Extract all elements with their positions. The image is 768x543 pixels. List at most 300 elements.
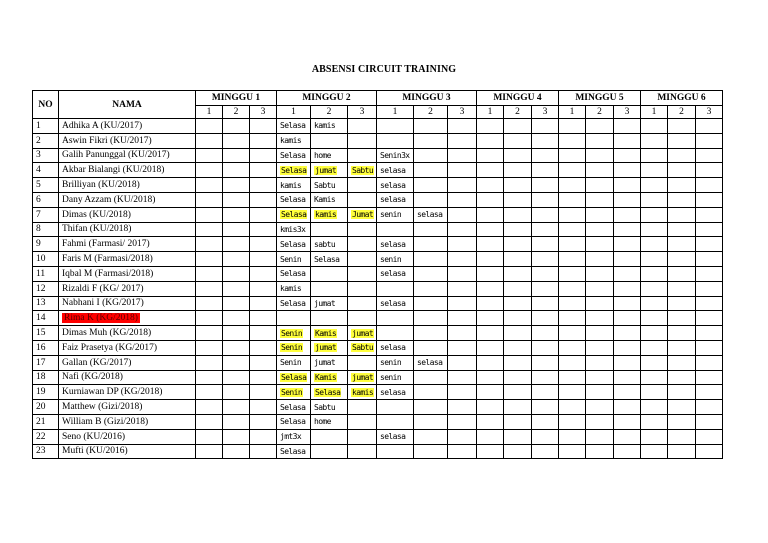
attendance-cell xyxy=(223,400,250,415)
session-header-w4-1: 1 xyxy=(477,106,504,119)
attendance-cell xyxy=(668,178,696,193)
attendance-cell xyxy=(377,355,414,370)
attendance-day: selasa xyxy=(380,180,406,190)
student-name-cell xyxy=(59,370,196,385)
student-name-cell xyxy=(59,326,196,341)
header-week-5: MINGGU 5 xyxy=(559,91,641,106)
attendance-cell xyxy=(414,370,448,385)
attendance-cell xyxy=(532,444,559,459)
attendance-day: Selasa xyxy=(280,239,306,249)
attendance-cell xyxy=(448,252,477,267)
attendance-cell xyxy=(196,207,223,222)
attendance-cell xyxy=(348,340,377,355)
attendance-cell xyxy=(532,400,559,415)
attendance-cell xyxy=(277,222,311,237)
attendance-cell xyxy=(414,326,448,341)
attendance-cell xyxy=(668,385,696,400)
attendance-cell xyxy=(414,252,448,267)
student-name: Nabhani I (KG/2017) xyxy=(62,298,144,309)
attendance-cell xyxy=(348,326,377,341)
attendance-cell xyxy=(586,340,614,355)
attendance-day: senin xyxy=(380,358,402,368)
attendance-cell xyxy=(696,444,723,459)
row-number: 9 xyxy=(33,237,59,252)
row-number: 20 xyxy=(33,400,59,415)
attendance-cell xyxy=(668,237,696,252)
attendance-cell xyxy=(559,355,586,370)
attendance-cell xyxy=(614,414,641,429)
attendance-cell xyxy=(532,385,559,400)
attendance-cell xyxy=(223,163,250,178)
row-number: 1 xyxy=(33,119,59,134)
table-row xyxy=(33,355,723,370)
attendance-cell xyxy=(311,414,348,429)
attendance-day: Senin xyxy=(281,343,303,353)
attendance-cell xyxy=(311,311,348,326)
student-name: Dimas Muh (KG/2018) xyxy=(62,328,152,339)
attendance-day: Sabtu xyxy=(352,165,374,175)
session-header-w2-3: 3 xyxy=(348,106,377,119)
attendance-day: Senin xyxy=(280,254,302,264)
attendance-cell xyxy=(377,281,414,296)
attendance-cell xyxy=(414,119,448,134)
attendance-cell xyxy=(668,119,696,134)
attendance-cell xyxy=(196,237,223,252)
attendance-day: selasa xyxy=(380,387,406,397)
student-name: Nafi (KG/2018) xyxy=(62,372,123,383)
attendance-cell xyxy=(277,148,311,163)
table-row xyxy=(33,119,723,134)
attendance-cell xyxy=(614,444,641,459)
attendance-cell xyxy=(348,429,377,444)
student-name-cell xyxy=(59,266,196,281)
attendance-day: selasa xyxy=(380,239,406,249)
attendance-cell xyxy=(196,222,223,237)
attendance-cell xyxy=(614,133,641,148)
attendance-cell xyxy=(250,414,277,429)
attendance-cell xyxy=(448,355,477,370)
attendance-cell xyxy=(586,207,614,222)
attendance-cell xyxy=(532,133,559,148)
attendance-cell xyxy=(311,119,348,134)
attendance-cell xyxy=(641,178,668,193)
attendance-day: Selasa xyxy=(280,417,306,427)
attendance-cell xyxy=(414,311,448,326)
attendance-cell xyxy=(559,429,586,444)
attendance-cell xyxy=(532,340,559,355)
attendance-cell xyxy=(448,370,477,385)
attendance-cell xyxy=(477,326,504,341)
student-name: Rizaldi F (KG/ 2017) xyxy=(62,283,144,294)
attendance-cell xyxy=(504,414,532,429)
attendance-cell xyxy=(250,266,277,281)
attendance-cell xyxy=(586,326,614,341)
attendance-cell xyxy=(196,163,223,178)
attendance-cell xyxy=(504,296,532,311)
attendance-cell xyxy=(614,178,641,193)
attendance-cell xyxy=(559,148,586,163)
attendance-cell xyxy=(250,192,277,207)
attendance-cell xyxy=(414,296,448,311)
attendance-cell xyxy=(586,296,614,311)
attendance-cell xyxy=(504,207,532,222)
table-row xyxy=(33,414,723,429)
attendance-cell xyxy=(504,133,532,148)
attendance-cell xyxy=(311,296,348,311)
attendance-cell xyxy=(348,400,377,415)
session-header-w1-1: 1 xyxy=(196,106,223,119)
session-header-w6-1: 1 xyxy=(641,106,668,119)
attendance-cell xyxy=(504,222,532,237)
student-name: Iqbal M (Farmasi/2018) xyxy=(62,268,154,279)
attendance-cell xyxy=(196,192,223,207)
student-name: Akbar Bialangi (KU/2018) xyxy=(62,165,165,176)
attendance-cell xyxy=(448,414,477,429)
attendance-cell xyxy=(348,281,377,296)
attendance-cell xyxy=(250,163,277,178)
student-name-cell xyxy=(59,385,196,400)
table-row xyxy=(33,296,723,311)
attendance-cell xyxy=(668,444,696,459)
attendance-cell xyxy=(668,326,696,341)
attendance-cell xyxy=(196,133,223,148)
attendance-cell xyxy=(586,222,614,237)
attendance-day: Selasa xyxy=(281,210,307,220)
attendance-cell xyxy=(504,192,532,207)
attendance-cell xyxy=(559,237,586,252)
attendance-cell xyxy=(277,385,311,400)
attendance-cell xyxy=(559,281,586,296)
table-row xyxy=(33,400,723,415)
attendance-cell xyxy=(614,148,641,163)
row-number: 21 xyxy=(33,414,59,429)
attendance-cell xyxy=(223,148,250,163)
attendance-cell xyxy=(559,340,586,355)
attendance-cell xyxy=(641,281,668,296)
attendance-cell xyxy=(668,252,696,267)
attendance-cell xyxy=(586,148,614,163)
attendance-cell xyxy=(414,340,448,355)
attendance-cell xyxy=(196,178,223,193)
student-name-cell xyxy=(59,222,196,237)
attendance-day: selasa xyxy=(417,358,443,368)
attendance-cell xyxy=(377,444,414,459)
attendance-cell xyxy=(250,207,277,222)
attendance-cell xyxy=(377,207,414,222)
attendance-cell xyxy=(614,311,641,326)
attendance-cell xyxy=(311,370,348,385)
attendance-cell xyxy=(477,281,504,296)
attendance-cell xyxy=(586,133,614,148)
student-name-cell xyxy=(59,163,196,178)
attendance-cell xyxy=(223,266,250,281)
attendance-cell xyxy=(504,281,532,296)
attendance-cell xyxy=(641,355,668,370)
attendance-cell xyxy=(277,340,311,355)
document-title: ABSENSI CIRCUIT TRAINING xyxy=(311,64,457,75)
attendance-cell xyxy=(504,429,532,444)
attendance-cell xyxy=(277,429,311,444)
attendance-cell xyxy=(696,281,723,296)
attendance-cell xyxy=(448,429,477,444)
student-name: Galih Panunggal (KU/2017) xyxy=(62,150,170,161)
attendance-day: Senin xyxy=(280,358,302,368)
attendance-cell xyxy=(250,281,277,296)
attendance-cell xyxy=(448,178,477,193)
attendance-cell xyxy=(504,370,532,385)
attendance-cell xyxy=(348,222,377,237)
attendance-cell xyxy=(223,370,250,385)
attendance-cell xyxy=(641,311,668,326)
row-number: 5 xyxy=(33,178,59,193)
attendance-cell xyxy=(696,252,723,267)
attendance-cell xyxy=(559,400,586,415)
attendance-cell xyxy=(559,266,586,281)
attendance-cell xyxy=(477,133,504,148)
attendance-day: selasa xyxy=(417,210,443,220)
table-row xyxy=(33,281,723,296)
table-row xyxy=(33,385,723,400)
attendance-cell xyxy=(477,340,504,355)
attendance-cell xyxy=(559,207,586,222)
attendance-cell xyxy=(477,119,504,134)
attendance-cell xyxy=(504,326,532,341)
student-name-cell xyxy=(59,178,196,193)
attendance-cell xyxy=(477,385,504,400)
attendance-cell xyxy=(504,385,532,400)
attendance-day: jumat xyxy=(352,372,374,382)
session-header-w1-3: 3 xyxy=(250,106,277,119)
attendance-cell xyxy=(414,266,448,281)
attendance-cell xyxy=(641,340,668,355)
attendance-cell xyxy=(348,355,377,370)
attendance-day: senin xyxy=(380,254,402,264)
attendance-cell xyxy=(414,133,448,148)
attendance-cell xyxy=(641,252,668,267)
student-name: Fahmi (Farmasi/ 2017) xyxy=(62,239,150,250)
attendance-cell xyxy=(311,444,348,459)
attendance-cell xyxy=(250,252,277,267)
attendance-cell xyxy=(641,119,668,134)
attendance-cell xyxy=(448,119,477,134)
attendance-cell xyxy=(586,370,614,385)
attendance-cell xyxy=(614,326,641,341)
attendance-cell xyxy=(696,148,723,163)
attendance-cell xyxy=(223,178,250,193)
attendance-cell xyxy=(250,340,277,355)
attendance-cell xyxy=(614,192,641,207)
row-number: 16 xyxy=(33,340,59,355)
attendance-cell xyxy=(532,237,559,252)
attendance-cell xyxy=(377,370,414,385)
student-name: Brilliyan (KU/2018) xyxy=(62,180,140,191)
attendance-cell xyxy=(586,237,614,252)
table-row xyxy=(33,370,723,385)
attendance-cell xyxy=(559,296,586,311)
attendance-day: Senin xyxy=(281,387,303,397)
attendance-cell xyxy=(311,237,348,252)
attendance-cell xyxy=(311,355,348,370)
attendance-cell xyxy=(448,281,477,296)
attendance-cell xyxy=(377,266,414,281)
attendance-day: Selasa xyxy=(314,254,340,264)
table-row xyxy=(33,163,723,178)
table-row xyxy=(33,311,723,326)
attendance-cell xyxy=(559,133,586,148)
attendance-cell xyxy=(641,385,668,400)
attendance-cell xyxy=(223,444,250,459)
attendance-cell xyxy=(696,326,723,341)
attendance-cell xyxy=(311,326,348,341)
attendance-cell xyxy=(668,133,696,148)
attendance-cell xyxy=(696,163,723,178)
student-name-cell xyxy=(59,400,196,415)
student-name-cell xyxy=(59,207,196,222)
attendance-day: jumat xyxy=(315,343,337,353)
attendance-cell xyxy=(641,207,668,222)
attendance-cell xyxy=(477,163,504,178)
attendance-cell xyxy=(614,370,641,385)
attendance-cell xyxy=(696,133,723,148)
row-number: 2 xyxy=(33,133,59,148)
attendance-cell xyxy=(196,385,223,400)
session-header-w1-2: 2 xyxy=(223,106,250,119)
attendance-cell xyxy=(668,222,696,237)
attendance-day: jumat xyxy=(314,298,336,308)
attendance-cell xyxy=(223,355,250,370)
attendance-cell xyxy=(668,148,696,163)
student-name: Rima K (KG/2018) xyxy=(64,313,138,324)
attendance-cell xyxy=(277,370,311,385)
attendance-cell xyxy=(223,222,250,237)
attendance-cell xyxy=(559,370,586,385)
attendance-cell xyxy=(377,119,414,134)
attendance-cell xyxy=(448,326,477,341)
attendance-day: Selasa xyxy=(280,269,306,279)
attendance-cell xyxy=(223,207,250,222)
attendance-cell xyxy=(696,266,723,281)
attendance-cell xyxy=(223,429,250,444)
attendance-cell xyxy=(696,429,723,444)
attendance-cell xyxy=(559,311,586,326)
student-name: Aswin Fikri (KU/2017) xyxy=(62,135,152,146)
attendance-cell xyxy=(668,266,696,281)
attendance-day: Sabtu xyxy=(352,343,374,353)
row-number: 23 xyxy=(33,444,59,459)
attendance-day: Kamis xyxy=(314,195,336,205)
row-number: 15 xyxy=(33,326,59,341)
table-row xyxy=(33,340,723,355)
attendance-cell xyxy=(348,385,377,400)
attendance-cell xyxy=(668,340,696,355)
attendance-cell xyxy=(223,281,250,296)
attendance-cell xyxy=(196,119,223,134)
attendance-cell xyxy=(559,385,586,400)
attendance-cell xyxy=(348,444,377,459)
attendance-cell xyxy=(477,252,504,267)
attendance-day: sabtu xyxy=(314,239,336,249)
attendance-table xyxy=(32,90,723,459)
attendance-day: jmt3x xyxy=(280,432,302,442)
attendance-cell xyxy=(250,444,277,459)
attendance-cell xyxy=(504,340,532,355)
attendance-cell xyxy=(586,192,614,207)
attendance-cell xyxy=(504,311,532,326)
attendance-cell xyxy=(614,400,641,415)
attendance-cell xyxy=(196,311,223,326)
student-name: Dany Azzam (KU/2018) xyxy=(62,194,156,205)
attendance-cell xyxy=(696,340,723,355)
attendance-cell xyxy=(532,311,559,326)
attendance-cell xyxy=(196,326,223,341)
attendance-day: selasa xyxy=(380,298,406,308)
attendance-cell xyxy=(477,296,504,311)
attendance-cell xyxy=(277,119,311,134)
attendance-cell xyxy=(196,370,223,385)
attendance-cell xyxy=(348,148,377,163)
attendance-cell xyxy=(348,252,377,267)
attendance-cell xyxy=(696,222,723,237)
attendance-cell xyxy=(477,178,504,193)
student-name-cell xyxy=(59,296,196,311)
attendance-cell xyxy=(586,266,614,281)
attendance-day: Senin3x xyxy=(380,150,410,160)
attendance-cell xyxy=(477,370,504,385)
header-week-2: MINGGU 2 xyxy=(277,91,377,106)
attendance-cell xyxy=(448,340,477,355)
attendance-cell xyxy=(311,400,348,415)
attendance-cell xyxy=(414,355,448,370)
attendance-cell xyxy=(641,400,668,415)
attendance-cell xyxy=(448,133,477,148)
attendance-cell xyxy=(586,311,614,326)
session-header-w6-3: 3 xyxy=(696,106,723,119)
attendance-cell xyxy=(696,355,723,370)
attendance-cell xyxy=(641,237,668,252)
attendance-cell xyxy=(311,252,348,267)
attendance-day: Kamis xyxy=(315,372,337,382)
table-row xyxy=(33,148,723,163)
attendance-cell xyxy=(668,400,696,415)
attendance-cell xyxy=(377,178,414,193)
student-name: Matthew (Gizi/2018) xyxy=(62,402,143,413)
attendance-day: home xyxy=(314,417,331,427)
table-row xyxy=(33,207,723,222)
attendance-cell xyxy=(196,252,223,267)
attendance-cell xyxy=(196,429,223,444)
session-header-w2-1: 1 xyxy=(277,106,311,119)
attendance-cell xyxy=(277,311,311,326)
attendance-cell xyxy=(532,296,559,311)
attendance-day: selasa xyxy=(380,165,406,175)
attendance-cell xyxy=(377,148,414,163)
row-number: 13 xyxy=(33,296,59,311)
attendance-cell xyxy=(668,429,696,444)
table-row xyxy=(33,429,723,444)
attendance-rows xyxy=(33,119,723,459)
attendance-cell xyxy=(377,163,414,178)
attendance-cell xyxy=(448,385,477,400)
attendance-cell xyxy=(348,237,377,252)
attendance-cell xyxy=(477,266,504,281)
attendance-cell xyxy=(504,355,532,370)
student-name-cell xyxy=(59,148,196,163)
attendance-cell xyxy=(250,237,277,252)
attendance-day: Selasa xyxy=(315,387,341,397)
attendance-cell xyxy=(614,222,641,237)
attendance-cell xyxy=(504,400,532,415)
attendance-cell xyxy=(559,414,586,429)
